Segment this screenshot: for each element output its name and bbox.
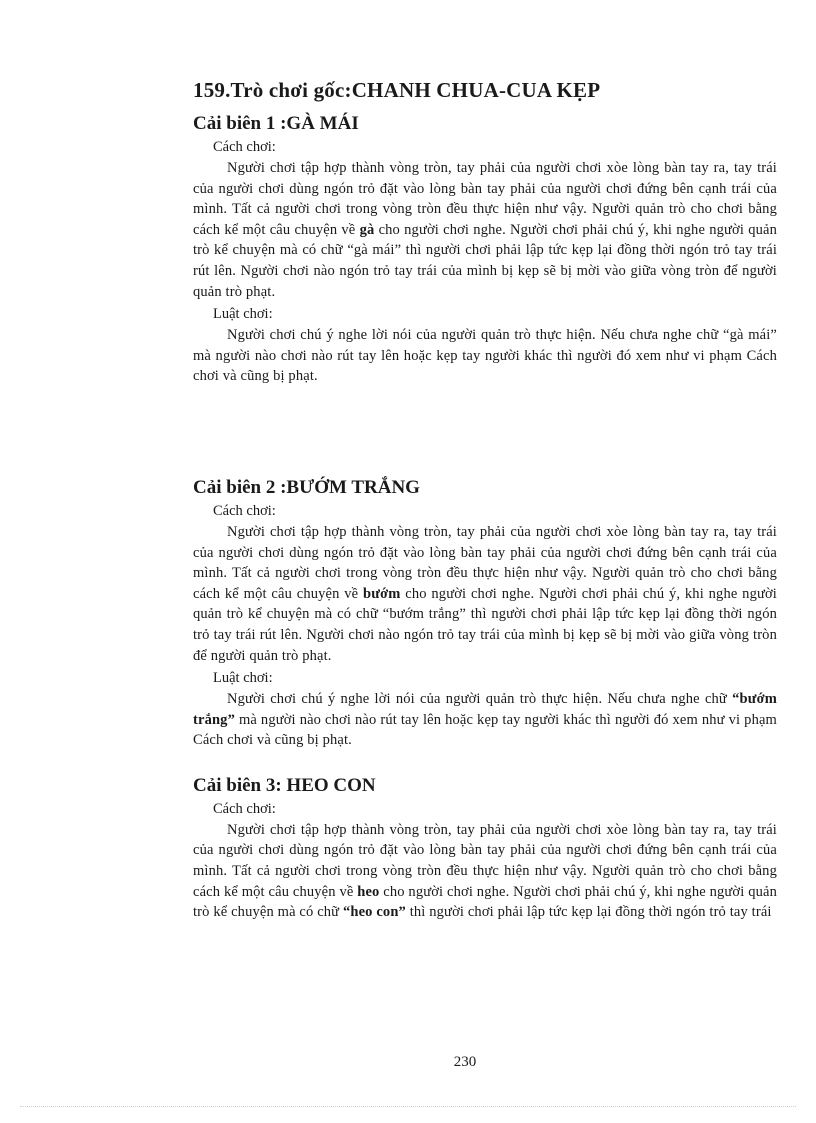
variant-2-rule-label: Luật chơi: — [213, 670, 273, 687]
variant-1-rule-label: Luật chơi: — [213, 306, 273, 323]
variant-2-how-text: Người chơi tập hợp thành vòng tròn, tay phải của người chơi xòe lòng bàn tay ra, tay trái của người chơi dùng ngón trỏ đặt vào lòng bàn tay phải của người chơi đứng bên cạnh trái của mình. Tất cả người chơi trong vòng tròn đều thực hiện như vậy. Người quản trò cho chơi bằng cách kể một câu chuyện về bướm cho người chơi nghe. Người chơi phải chú ý, khi nghe người quản trò kể chuyện mà có chữ “bướm trắng” thì người chơi phải lập tức kẹp lại đồng thời ngón trỏ tay trái rút lên. Người chơi nào ngón trỏ tay trái của mình bị kẹp sẽ bị mời vào giữa vòng tròn để người quản trò phạt. — [193, 523, 777, 664]
variant-2-how-label: Cách chơi: — [213, 502, 276, 519]
variant-1-how-text: Người chơi tập hợp thành vòng tròn, tay phải của người chơi xòe lòng bàn tay ra, tay trái của người chơi dùng ngón trỏ đặt vào lòng bàn tay phải của người chơi đứng bên cạnh trái của mình. Tất cả người chơi trong vòng tròn đều thực hiện như vậy. Người quản trò cho chơi bằng cách kể một câu chuyện về gà cho người chơi nghe. Người chơi phải chú ý, khi nghe người quản trò kể chuyện mà có chữ “gà mái” thì người chơi phải lập tức kẹp lại đồng thời ngón trỏ tay trái rút lên. Người chơi nào ngón trỏ tay trái của mình bị kẹp sẽ bị mời vào giữa vòng tròn để người quản trò phạt. — [193, 160, 777, 300]
variant-2-heading: Cải biên 2 :BƯỚM TRẮNG — [193, 476, 420, 498]
variant-1-heading: Cải biên 1 :GÀ MÁI — [193, 113, 359, 134]
variant-2-rule-text: Người chơi chú ý nghe lời nói của người quản trò thực hiện. Nếu chưa nghe chữ “bướm trắng” mà người nào chơi nào rút tay lên hoặc kẹp tay người khác thì người đó xem như vi phạm Cách chơi và cũng bị phạt. — [193, 691, 777, 749]
variant-3-how-text: Người chơi tập hợp thành vòng tròn, tay phải của người chơi xòe lòng bàn tay ra, tay trái của người chơi dùng ngón trỏ đặt vào lòng bàn tay phải của người chơi đứng bên cạnh trái của mình. Tất cả người chơi trong vòng tròn đều thực hiện như vậy. Người quản trò cho chơi bằng cách kể một câu chuyện về heo cho người chơi nghe. Người chơi phải chú ý, khi nghe người quản trò kể chuyện mà có chữ “heo con” thì người chơi phải lập tức kẹp lại đồng thời ngón trỏ tay trái — [193, 821, 777, 921]
document-page — [193, 78, 777, 925]
variant-3-heading: Cải biên 3: HEO CON — [193, 774, 376, 796]
page-bottom-divider — [20, 1106, 796, 1107]
page-title: 159.Trò chơi gốc:CHANH CHUA-CUA KẸP — [193, 78, 601, 102]
variant-3-how-label: Cách chơi: — [213, 800, 276, 817]
page-number: 230 — [453, 1054, 477, 1070]
variant-1-how-label: Cách chơi: — [213, 139, 276, 155]
variant-1-rule-text: Người chơi chú ý nghe lời nói của người quản trò thực hiện. Nếu chưa nghe chữ “gà mái” mà người nào chơi nào rút tay lên hoặc kẹp tay người khác thì người đó xem như vi phạm Cách chơi và cũng bị phạt. — [193, 327, 777, 385]
